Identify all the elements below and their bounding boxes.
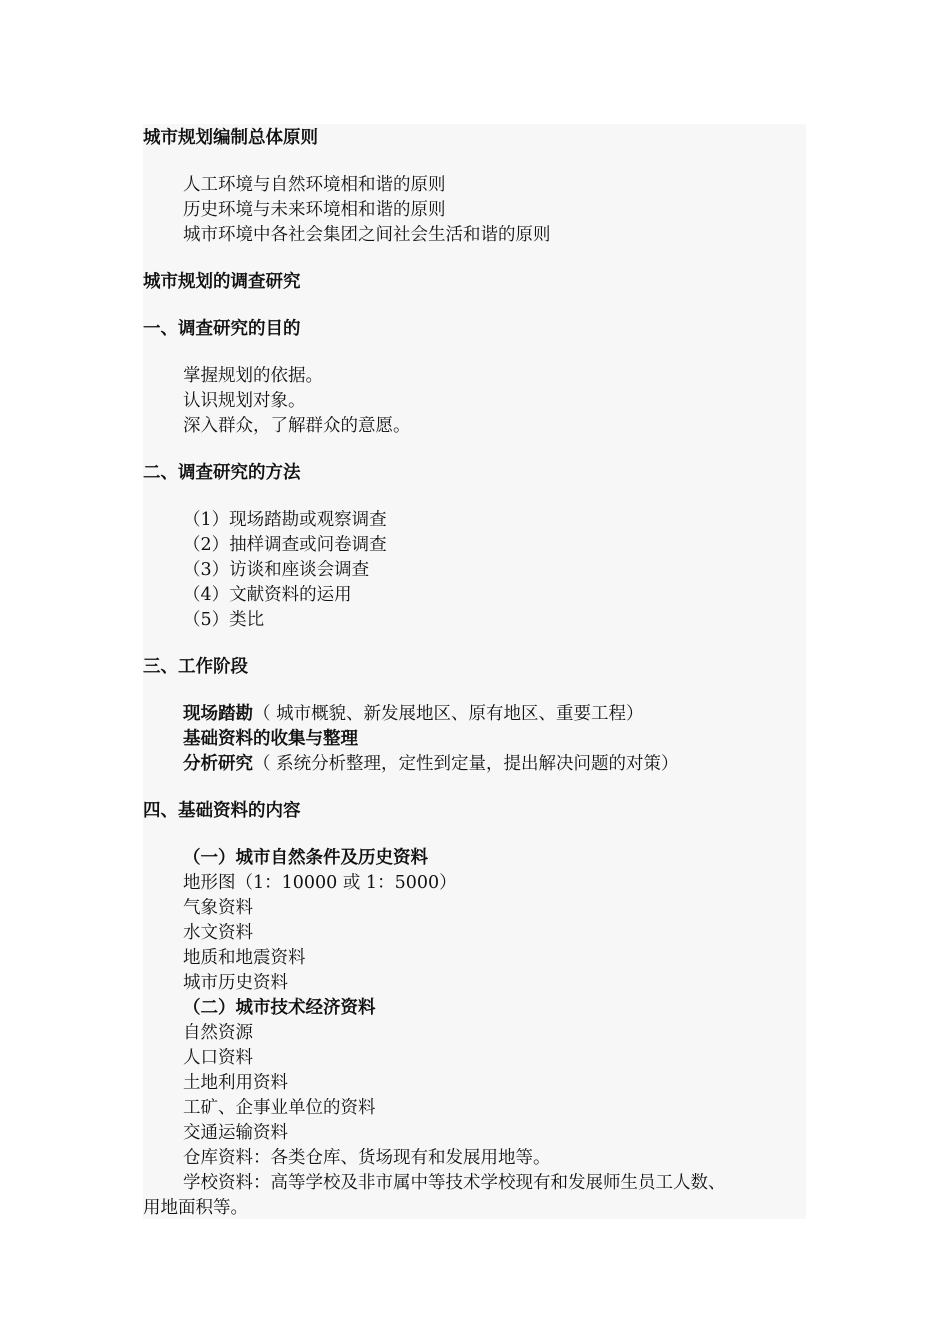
list-item: （2）抽样调查或问卷调查 [183,535,387,555]
list-item-continuation: 用地面积等。 [143,1198,248,1218]
section-title-planning-principles: 城市规划编制总体原则 [143,128,318,148]
heading-methods: 二、调查研究的方法 [143,463,301,483]
subheading-natural-history: （一）城市自然条件及历史资料 [183,848,428,868]
list-item: 气象资料 [183,898,253,918]
list-item: 地质和地震资料 [183,948,306,968]
list-item [183,752,679,777]
list-item: 自然资源 [183,1023,253,1043]
list-item: （5）类比 [183,610,265,630]
list-item: 土地利用资料 [183,1073,288,1093]
list-item: 地形图（1：10000 或 1：5000） [183,873,457,893]
heading-work-stages: 三、工作阶段 [143,657,248,677]
list-item: （3）访谈和座谈会调查 [183,560,370,580]
stage-label: 现场踏勘 [183,704,253,724]
heading-purpose: 一、调查研究的目的 [143,319,301,339]
list-item [183,727,358,752]
list-item: 深入群众，了解群众的意愿。 [183,416,411,436]
document-content [143,124,806,1219]
subheading-tech-economic: （二）城市技术经济资料 [183,998,376,1018]
list-item: 城市环境中各社会集团之间社会生活和谐的原则 [183,225,551,245]
list-item: 掌握规划的依据。 [183,366,323,386]
list-item [183,702,644,727]
list-item: 人口资料 [183,1048,253,1068]
section-title-survey-research: 城市规划的调查研究 [143,272,301,292]
list-item: 学校资料：高等学校及非市属中等技术学校现有和发展师生员工人数、 [183,1173,726,1193]
heading-basic-data: 四、基础资料的内容 [143,801,301,821]
stage-detail: （ 系统分析整理，定性到定量，提出解决问题的对策） [253,754,679,774]
list-item: （4）文献资料的运用 [183,585,352,605]
list-item: 仓库资料：各类仓库、货场现有和发展用地等。 [183,1148,551,1168]
list-item: 认识规划对象。 [183,391,306,411]
list-item: 水文资料 [183,923,253,943]
stage-label: 分析研究 [183,754,253,774]
stage-label: 基础资料的收集与整理 [183,729,358,749]
list-item: 历史环境与未来环境相和谐的原则 [183,200,446,220]
stage-detail: （ 城市概貌、新发展地区、原有地区、重要工程） [253,704,644,724]
list-item: 交通运输资料 [183,1123,288,1143]
list-item: 城市历史资料 [183,973,288,993]
list-item: 工矿、企事业单位的资料 [183,1098,376,1118]
list-item: 人工环境与自然环境相和谐的原则 [183,175,446,195]
list-item: （1）现场踏勘或观察调查 [183,510,387,530]
